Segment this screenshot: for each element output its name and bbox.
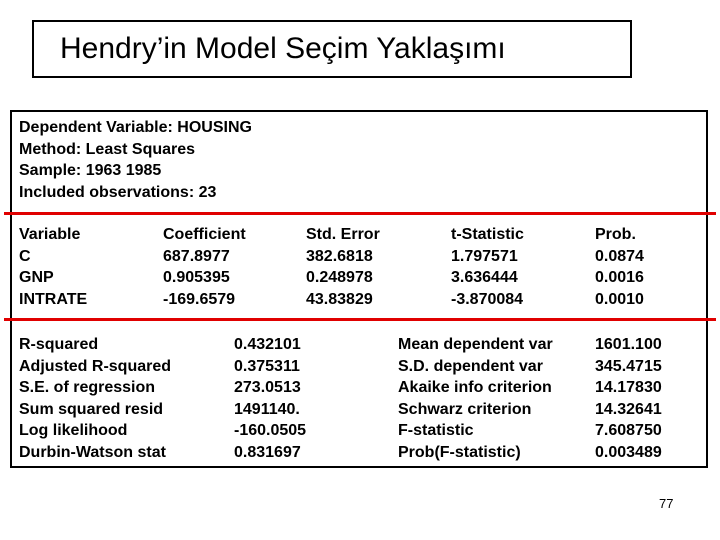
coef-variable-name: GNP bbox=[19, 269, 54, 286]
stat-value: 0.432101 bbox=[234, 336, 301, 353]
coef-std-error-value: 0.248978 bbox=[306, 269, 373, 286]
coef-coefficient-value: -169.6579 bbox=[163, 290, 236, 308]
coef-t-statistic-value: -3.870084 bbox=[451, 290, 524, 308]
stat-label: Adjusted R-squared bbox=[19, 357, 172, 375]
page-number: 77 bbox=[659, 496, 674, 511]
coef-variable-name: C bbox=[19, 247, 31, 265]
stat-value: 7.608750 bbox=[595, 422, 662, 439]
header-method: Method: Least Squares bbox=[19, 140, 196, 158]
coef-col-header-variable: Variable bbox=[19, 226, 81, 243]
header-separator-line bbox=[4, 212, 716, 215]
stat-label: R-squared bbox=[19, 336, 99, 353]
coef-std-error-value: 43.83829 bbox=[306, 290, 373, 308]
header-included-observations: Included observations: 23 bbox=[19, 183, 217, 201]
stat-label: Schwarz criterion bbox=[398, 400, 532, 418]
coef-col-header-prob: Prob. bbox=[595, 226, 636, 243]
slide-title: Hendry’in Model Seçim Yaklaşımı bbox=[60, 32, 506, 65]
coef-coefficient-value: 687.8977 bbox=[163, 247, 230, 265]
header-dependent-variable: Dependent Variable: HOUSING bbox=[19, 119, 252, 136]
stat-value: -160.0505 bbox=[234, 422, 307, 439]
stat-label: S.D. dependent var bbox=[398, 357, 543, 375]
stat-label: Sum squared resid bbox=[19, 400, 164, 418]
stat-value: 0.375311 bbox=[234, 357, 300, 375]
regression-output-panel bbox=[10, 110, 708, 468]
coef-prob-value: 0.0874 bbox=[595, 247, 644, 265]
stat-label: Mean dependent var bbox=[398, 336, 553, 353]
coef-col-header-std-error: Std. Error bbox=[306, 226, 380, 243]
coef-std-error-value: 382.6818 bbox=[306, 247, 373, 265]
coef-t-statistic-value: 3.636444 bbox=[451, 269, 518, 286]
coef-prob-value: 0.0016 bbox=[595, 269, 644, 286]
stat-value: 0.831697 bbox=[234, 443, 301, 461]
stat-label: Akaike info criterion bbox=[398, 379, 552, 396]
slide-title-box bbox=[32, 20, 632, 78]
coef-coefficient-value: 0.905395 bbox=[163, 269, 230, 286]
stat-value: 345.4715 bbox=[595, 357, 662, 375]
stat-value: 14.17830 bbox=[595, 379, 662, 396]
stat-value: 0.003489 bbox=[595, 443, 662, 461]
coef-col-header-t-statistic: t-Statistic bbox=[451, 226, 524, 243]
stat-label: Durbin-Watson stat bbox=[19, 443, 166, 461]
stat-value: 1491140. bbox=[234, 400, 300, 418]
table-separator-line bbox=[4, 318, 716, 321]
stat-value: 14.32641 bbox=[595, 400, 662, 418]
stat-label: S.E. of regression bbox=[19, 379, 156, 396]
stat-label: F-statistic bbox=[398, 422, 474, 439]
coef-t-statistic-value: 1.797571 bbox=[451, 247, 518, 265]
header-sample: Sample: 1963 1985 bbox=[19, 162, 162, 179]
coef-prob-value: 0.0010 bbox=[595, 290, 644, 308]
coef-variable-name: INTRATE bbox=[19, 290, 88, 308]
stat-value: 1601.100 bbox=[595, 336, 662, 353]
stat-label: Log likelihood bbox=[19, 422, 128, 439]
stat-label: Prob(F-statistic) bbox=[398, 443, 521, 461]
coef-col-header-coefficient: Coefficient bbox=[163, 226, 246, 243]
stat-value: 273.0513 bbox=[234, 379, 301, 396]
